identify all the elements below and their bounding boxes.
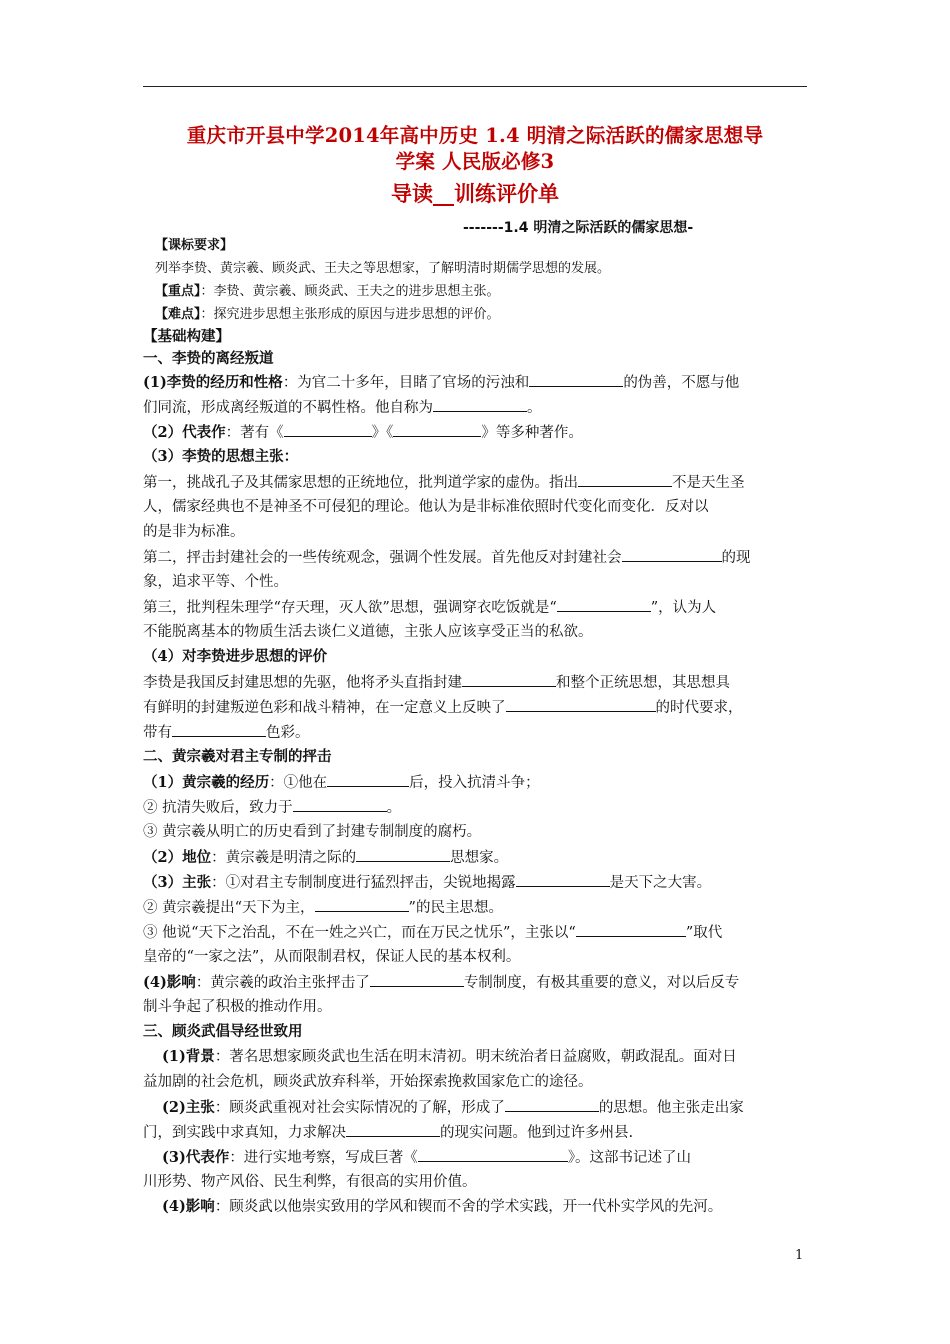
sec1-p3-3c: 不能脱离基本的物质生活去谈仁义道德，主张人应该享受正当的私欲。	[143, 624, 593, 640]
section-label: -------1.4 明清之际活跃的儒家思想-	[463, 220, 694, 236]
blank	[557, 596, 651, 612]
blank	[393, 421, 481, 437]
blank	[370, 971, 464, 987]
doc-title-line1: 重庆市开县中学2014年高中历史 1.4 明清之际活跃的儒家思想导	[186, 124, 764, 147]
blank	[418, 1146, 568, 1162]
sec3-p2-a: (2)主张：顾炎武重视对社会实际情况的了解，形成了 的思想。他主张走出家	[162, 1096, 826, 1119]
blank	[516, 871, 610, 887]
blank	[172, 721, 266, 737]
key-point: 【重点】：李贽、黄宗羲、顾炎武、王夫之的进步思想主张。	[155, 284, 500, 299]
basics-heading: 【基础构建】	[143, 328, 230, 345]
sec2-p1-a: （1）黄宗羲的经历：①他在 后，投入抗清斗争；	[143, 771, 807, 794]
sec3-p3-c: 川形势、物产风俗、民生利弊，有很高的实用价值。	[143, 1174, 477, 1190]
sec1-p4-e: 带有 色彩。	[143, 721, 807, 744]
sec1-p3-1a: 第一，挑战孔子及其儒家思想的正统地位，批判道学家的虚伪。指出 不是天生圣	[143, 471, 807, 494]
blank	[622, 546, 722, 562]
doc-title-line2: 学案 人民版必修3	[395, 150, 555, 173]
sec1-p4-label: （4）对李贽进步思想的评价	[143, 648, 328, 665]
sec2-p3-e: ③ 他说“天下之治乱，不在一姓之兴亡，而在万民之忧乐”，主张以“ ”取代	[143, 921, 807, 944]
sec3-p4-a: (4)影响：顾炎武以他崇实致用的学风和锲而不舍的学术实践，开一代朴实学风的先河。	[162, 1198, 723, 1215]
page-number: 1	[795, 1248, 804, 1263]
sec2-p2: （2）地位：黄宗羲是明清之际的 思想家。	[143, 846, 807, 869]
sec1-p3-2a: 第二，抨击封建社会的一些传统观念，强调个性发展。首先他反对封建社会 的现	[143, 546, 807, 569]
sec1-p3-3a: 第三，批判程朱理学“存天理，灭人欲”思想，强调穿衣吃饭就是“ ”，认为人	[143, 596, 807, 619]
blank	[433, 396, 527, 412]
sec1-p4-a: 李贽是我国反封建思想的先驱，他将矛头直指封建 和整个正统思想，其思想具	[143, 671, 807, 694]
sec3-p1-a: (1)背景：著名思想家顾炎武也生活在明末清初。明末统治者日益腐败，朝政混乱。面对日	[162, 1048, 737, 1065]
sec1-heading: 一、李贽的离经叛道	[143, 350, 274, 367]
blank	[578, 471, 672, 487]
sec2-p1-e: ③ 黄宗羲从明亡的历史看到了封建专制制度的腐朽。	[143, 824, 482, 840]
doc-subtitle: 导读__训练评价单	[391, 182, 559, 206]
blank	[462, 671, 556, 687]
sec1-p3-2c: 象，追求平等、个性。	[143, 574, 288, 590]
blank	[315, 896, 409, 912]
blank	[356, 846, 450, 862]
header-rule	[143, 86, 807, 87]
sec2-p1-c: ② 抗清失败后，致力于 。	[143, 796, 807, 819]
sec3-p1-b: 益加剧的社会危机，顾炎武放弃科举，开始探索挽救国家危亡的途径。	[143, 1074, 593, 1090]
sec2-p3-c: ② 黄宗羲提出“天下为主， ”的民主思想。	[143, 896, 807, 919]
sec2-p3-a: （3）主张：①对君主专制制度进行猛烈抨击，尖锐地揭露 是天下之大害。	[143, 871, 807, 894]
requirements-heading: 【课标要求】	[155, 238, 234, 253]
sec2-p4-a: (4)影响：黄宗羲的政治主张抨击了 专制制度，有极其重要的意义，对以后反专	[143, 971, 807, 994]
blank	[284, 421, 372, 437]
sec3-p3-a: (3)代表作：进行实地考察，写成巨著《 》。这部书记述了山	[162, 1146, 826, 1169]
blank	[529, 371, 623, 387]
blank	[505, 1096, 599, 1112]
sec1-p3-1c: 人，儒家经典也不是神圣不可侵犯的理论。他认为是非标准依照时代变化而变化．反对以	[143, 499, 709, 515]
sec1-p1-line1: (1)李贽的经历和性格：为官二十多年，目睹了官场的污浊和 的伪善，不愿与他	[143, 371, 807, 394]
sec1-p2: （2）代表作：著有《 》《 》等多种著作。	[143, 421, 807, 444]
sec1-p1-line2: 们同流，形成离经叛道的不羁性格。他自称为 。	[143, 396, 807, 419]
sec3-p2-c: 门，到实践中求真知，力求解决 的现实问题。他到过许多州县.	[143, 1121, 807, 1144]
requirements-text: 列举李贽、黄宗羲、顾炎武、王夫之等思想家，了解明清时期儒学思想的发展。	[155, 261, 611, 276]
blank	[293, 796, 387, 812]
sec2-p3-g: 皇帝的“一家之法”，从而限制君权，保证人民的基本权利。	[143, 949, 521, 965]
blank	[506, 696, 656, 712]
blank	[576, 921, 686, 937]
sec1-p3-1d: 的是非为标准。	[143, 524, 245, 540]
sec1-p3-label: （3）李贽的思想主张：	[143, 448, 299, 465]
sec2-p4-c: 制斗争起了积极的推动作用。	[143, 999, 332, 1015]
difficulty-point: 【难点】：探究进步思想主张形成的原因与进步思想的评价。	[155, 307, 500, 322]
blank	[346, 1121, 440, 1137]
sec1-p4-c: 有鲜明的封建叛逆色彩和战斗精神，在一定意义上反映了 的时代要求，	[143, 696, 807, 719]
sec2-heading: 二、黄宗羲对君主专制的抨击	[143, 748, 332, 765]
blank	[327, 771, 409, 787]
sec3-heading: 三、顾炎武倡导经世致用	[143, 1023, 303, 1040]
